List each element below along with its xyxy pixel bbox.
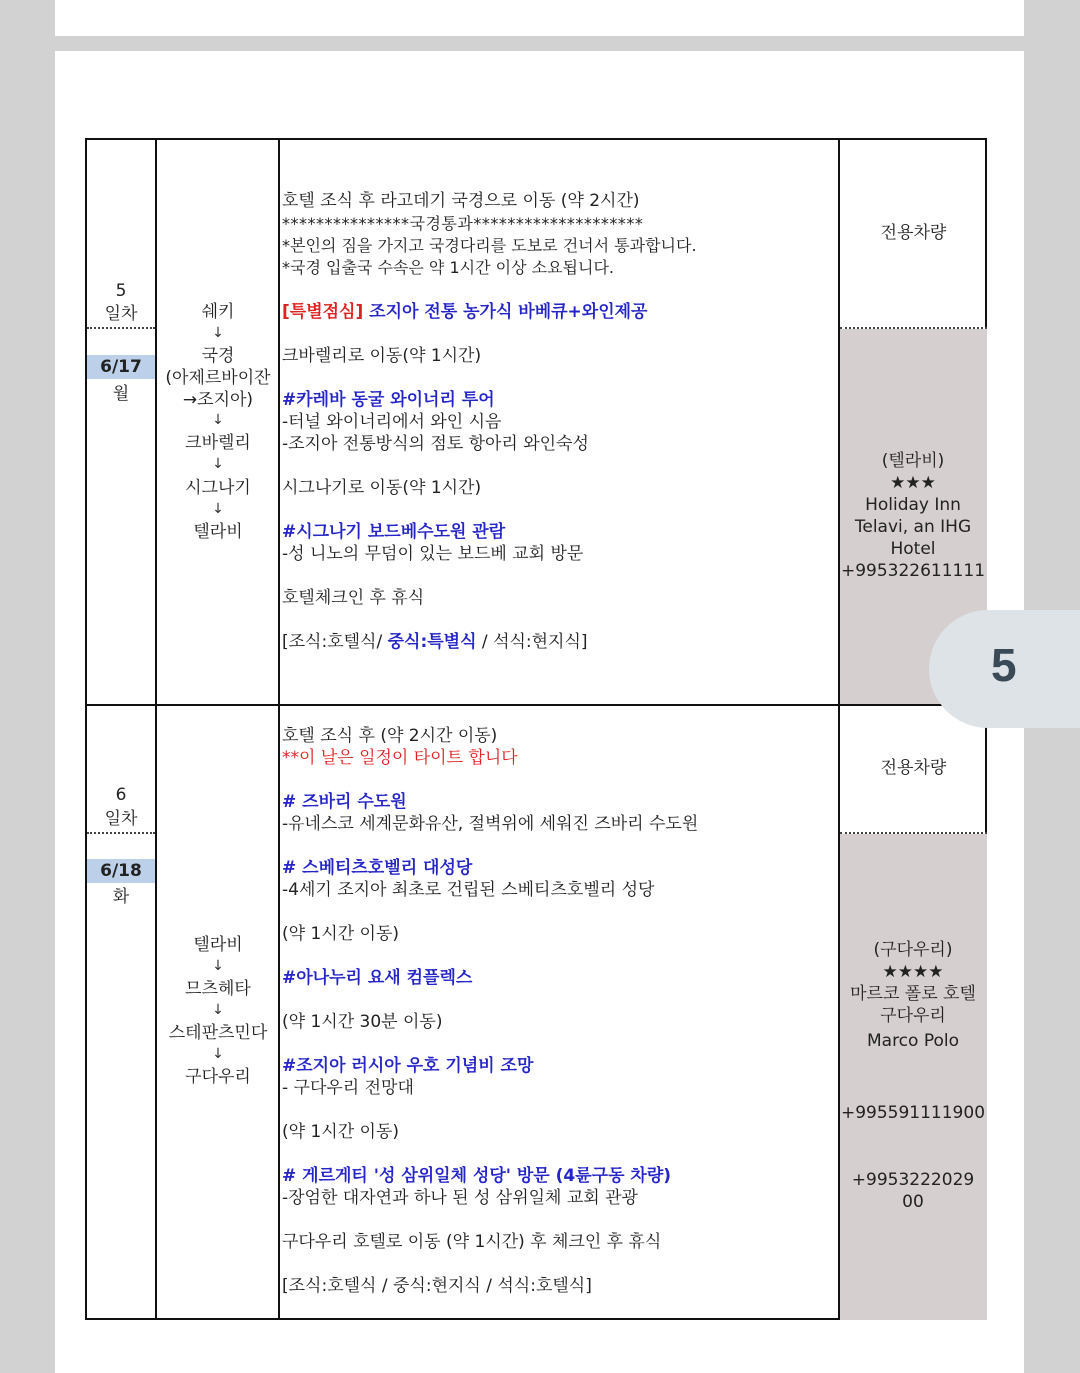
meals-line	[282, 631, 588, 653]
hotel-name: Hotel	[890, 539, 936, 559]
meals-part: / 석식:현지식]	[476, 632, 588, 652]
route-stop: 텔라비	[193, 935, 243, 955]
schedule-line: (약 1시간 이동)	[282, 924, 399, 944]
schedule-line: *국경 입출국 수속은 약 1시간 이상 소요됩니다.	[282, 258, 614, 277]
hotel-city: (텔라비)	[881, 451, 945, 471]
route-stop: →조지아)	[182, 390, 254, 410]
page-number: 5	[991, 639, 1017, 691]
day-label: 일차	[104, 809, 138, 829]
hotel-phone: 00	[902, 1192, 924, 1212]
hotel-stars: ★★★★	[882, 962, 944, 982]
schedule-line: 호텔 조식 후 라고데기 국경으로 이동 (약 2시간)	[282, 191, 640, 211]
special-lunch-text: 조지아 전통 농가식 바베큐+와인제공	[363, 302, 648, 322]
highlight-title: #아나누리 요새 컴플렉스	[282, 968, 473, 988]
meals-part: [조식:호텔식/	[282, 632, 388, 652]
hotel-city: (구다우리)	[873, 940, 953, 960]
hotel-phone: +995591111900	[840, 1103, 986, 1123]
transport-label: 전용차량	[880, 223, 947, 243]
route-stop: 텔라비	[193, 522, 243, 542]
transport-cell	[840, 706, 987, 832]
down-arrow-icon: ↓	[212, 1002, 224, 1018]
hotel-name: Holiday Inn	[865, 495, 961, 515]
schedule-line: - 구다우리 전망대	[282, 1078, 414, 1098]
schedule-line: -성 니노의 무덤이 있는 보드베 교회 방문	[282, 544, 584, 564]
down-arrow-icon: ↓	[212, 456, 224, 472]
date-box: 6/17	[87, 355, 155, 379]
schedule-line: (약 1시간 30분 이동)	[282, 1012, 443, 1032]
route-column	[157, 140, 279, 704]
meals-special: 중식:특별식	[387, 632, 477, 652]
hotel-stars: ★★★	[890, 473, 936, 493]
hotel-phone: +995322611111	[840, 561, 986, 581]
schedule-line: 구다우리 호텔로 이동 (약 1시간) 후 체크인 후 휴식	[282, 1232, 662, 1252]
schedule-line: 크바렐리로 이동(약 1시간)	[282, 346, 482, 366]
transport-cell	[840, 140, 987, 327]
itinerary-table	[85, 138, 987, 1320]
route-stop: 국경	[201, 346, 235, 366]
schedule-line: -터널 와이너리에서 와인 시음	[282, 412, 502, 432]
hotel-phone: +9953222029	[851, 1170, 975, 1190]
page-number-tab	[929, 610, 1080, 728]
schedule-line: 시그나기로 이동(약 1시간)	[282, 478, 482, 498]
route-column	[157, 706, 279, 1320]
schedule-line: -유네스코 세계문화유산, 절벽위에 세워진 즈바리 수도원	[282, 814, 699, 834]
date-box: 6/18	[87, 859, 155, 883]
down-arrow-icon: ↓	[212, 1046, 224, 1062]
weekday: 월	[112, 384, 130, 404]
schedule-details	[282, 706, 838, 1320]
day5-row	[87, 140, 987, 704]
weekday: 화	[112, 887, 130, 907]
schedule-line: *본인의 짐을 가지고 국경다리를 도보로 건너서 통과합니다.	[282, 236, 697, 255]
day-number: 5	[115, 281, 127, 301]
schedule-line: (약 1시간 이동)	[282, 1122, 399, 1142]
schedule-line: -조지아 전통방식의 점토 항아리 와인숙성	[282, 434, 589, 454]
route-stop: 스테판츠민다	[168, 1023, 268, 1043]
hotel-name: Marco Polo	[866, 1031, 960, 1051]
special-lunch-line	[282, 301, 647, 323]
highlight-title: # 게르게티 '성 삼위일체 성당' 방문 (4륜구동 차량)	[282, 1166, 672, 1186]
down-arrow-icon: ↓	[212, 412, 224, 428]
down-arrow-icon: ↓	[212, 325, 224, 341]
highlight-title: #조지아 러시아 우호 기념비 조망	[282, 1056, 534, 1076]
schedule-line: -장엄한 대자연과 하나 된 성 삼위일체 교회 관광	[282, 1188, 638, 1208]
day6-row	[87, 706, 987, 1320]
meals-line: [조식:호텔식 / 중식:현지식 / 석식:호텔식]	[282, 1276, 592, 1296]
schedule-line: 호텔 조식 후 (약 2시간 이동)	[282, 726, 498, 746]
schedule-line: 호텔체크인 후 휴식	[282, 588, 425, 608]
special-lunch-tag: [특별점심]	[282, 302, 364, 322]
highlight-title: # 즈바리 수도원	[282, 792, 407, 812]
down-arrow-icon: ↓	[212, 501, 224, 517]
day-label: 일차	[104, 304, 138, 324]
route-stop: 시그나기	[185, 478, 251, 498]
hotel-cell	[840, 834, 987, 1320]
schedule-details	[282, 140, 838, 704]
route-stop: 므츠헤타	[185, 979, 251, 999]
dotted-divider	[87, 327, 155, 329]
previous-page-edge	[55, 0, 1024, 36]
transport-label: 전용차량	[880, 758, 947, 778]
route-stop: 구다우리	[185, 1067, 251, 1087]
hotel-name: 마르코 폴로 호텔	[850, 984, 976, 1004]
hotel-name: 구다우리	[880, 1006, 946, 1026]
day-number: 6	[115, 785, 127, 805]
route-stop: 쉐키	[201, 302, 235, 322]
schedule-line: ***************국경통과********************	[282, 214, 644, 233]
route-stop: 크바렐리	[185, 433, 251, 453]
highlight-title: #시그나기 보드베수도원 관람	[282, 522, 506, 542]
schedule-line: -4세기 조지아 최초로 건립된 스베티츠호벨리 성당	[282, 880, 655, 900]
hotel-name: Telavi, an IHG	[854, 517, 972, 537]
warning-line: **이 날은 일정이 타이트 합니다	[282, 748, 518, 768]
dotted-divider	[87, 832, 155, 834]
highlight-title: # 스베티츠호벨리 대성당	[282, 858, 473, 878]
down-arrow-icon: ↓	[212, 958, 224, 974]
route-stop: (아제르바이잔	[165, 368, 271, 388]
highlight-title: #카레바 동굴 와이너리 투어	[282, 390, 495, 410]
